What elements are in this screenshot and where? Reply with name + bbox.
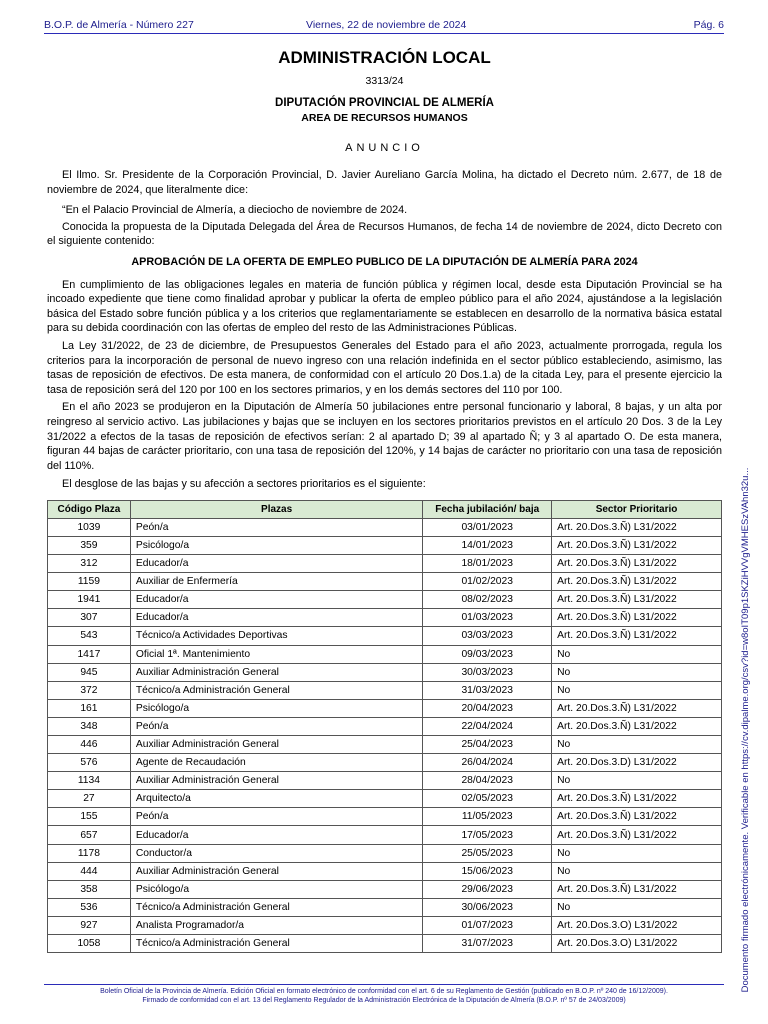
cell-sector: Art. 20.Dos.3.D) L31/2022 [552, 754, 722, 772]
cell-date: 17/05/2023 [423, 826, 552, 844]
cell-sector: No [552, 645, 722, 663]
cell-sector: Art. 20.Dos.3.Ñ) L31/2022 [552, 591, 722, 609]
column-header-sector: Sector Prioritario [552, 500, 722, 518]
cell-date: 08/02/2023 [423, 591, 552, 609]
cell-post: Agente de Recaudación [130, 754, 423, 772]
table-row [48, 736, 722, 754]
cell-sector: Art. 20.Dos.3.O) L31/2022 [552, 916, 722, 934]
cell-sector: No [552, 681, 722, 699]
column-header-code: Código Plaza [48, 500, 131, 518]
cell-code: 27 [48, 790, 131, 808]
retirements-table [47, 500, 722, 953]
intro-paragraph: El Ilmo. Sr. Presidente de la Corporación Provincial, D. Javier Aureliano García Molina, ha dictado el Decreto núm. 2.677, de 18 de noviembre de 2024, que literalmente dice: [47, 169, 722, 196]
cell-sector: Art. 20.Dos.3.Ñ) L31/2022 [552, 717, 722, 735]
cell-date: 01/03/2023 [423, 609, 552, 627]
page-footer [44, 987, 724, 1005]
cell-code: 1417 [48, 645, 131, 663]
cell-code: 1039 [48, 518, 131, 536]
cell-sector: Art. 20.Dos.3.Ñ) L31/2022 [552, 699, 722, 717]
cell-post: Educador/a [130, 591, 423, 609]
cell-date: 25/04/2023 [423, 736, 552, 754]
cell-post: Oficial 1ª. Mantenimiento [130, 645, 423, 663]
cell-code: 358 [48, 880, 131, 898]
cell-date: 22/04/2024 [423, 717, 552, 735]
table-row [48, 790, 722, 808]
cell-post: Peón/a [130, 518, 423, 536]
cell-date: 31/03/2023 [423, 681, 552, 699]
table-row [48, 573, 722, 591]
cell-sector: Art. 20.Dos.3.O) L31/2022 [552, 935, 722, 953]
cell-date: 25/05/2023 [423, 844, 552, 862]
cell-sector: No [552, 736, 722, 754]
page-header [44, 18, 724, 32]
cell-sector: Art. 20.Dos.3.Ñ) L31/2022 [552, 790, 722, 808]
cell-sector: Art. 20.Dos.3.Ñ) L31/2022 [552, 627, 722, 645]
cell-post: Técnico/a Administración General [130, 898, 423, 916]
cell-post: Técnico/a Administración General [130, 681, 423, 699]
cell-sector: No [552, 772, 722, 790]
cell-date: 31/07/2023 [423, 935, 552, 953]
cell-date: 02/05/2023 [423, 790, 552, 808]
section-title: ADMINISTRACIÓN LOCAL [278, 48, 491, 67]
decree-subtitle: APROBACIÓN DE LA OFERTA DE EMPLEO PUBLICO DE LA DIPUTACIÓN DE ALMERÍA PARA 2024 [131, 255, 638, 268]
cell-date: 09/03/2023 [423, 645, 552, 663]
cell-code: 359 [48, 536, 131, 554]
footer-line-1: Boletín Oficial de la Provincia de Almería. Edición Oficial en formato electrónico de conformidad con el art. 6 de su Reglamento de Gestión (publicado en B.O.P. nº 240 de 16/12/2009). [100, 988, 668, 995]
cell-code: 161 [48, 699, 131, 717]
table-row [48, 935, 722, 953]
header-divider [44, 33, 724, 34]
header-bulletin: B.O.P. de Almería - Número 227 [44, 19, 194, 31]
place-date-paragraph: “En el Palacio Provincial de Almería, a dieciocho de noviembre de 2024. [62, 204, 408, 217]
proposal-paragraph: Conocida la propuesta de la Diputada Delegada del Área de Recursos Humanos, de fecha 14 de noviembre de 2024, dicto Decreto con el siguiente contenido: [47, 220, 722, 248]
cell-date: 01/07/2023 [423, 916, 552, 934]
body-paragraph-4: El desglose de las bajas y su afección a sectores prioritarios es el siguiente: [62, 478, 426, 491]
column-header-date: Fecha jubilación/ baja [423, 500, 552, 518]
cell-code: 657 [48, 826, 131, 844]
table-row [48, 772, 722, 790]
table-row [48, 663, 722, 681]
cell-post: Auxiliar Administración General [130, 772, 423, 790]
cell-post: Analista Programador/a [130, 916, 423, 934]
cell-date: 11/05/2023 [423, 808, 552, 826]
organization-name: DIPUTACIÓN PROVINCIAL DE ALMERÍA [275, 97, 494, 109]
footer-line-2: Firmado de conformidad con el art. 13 del Reglamento Regulador de la Administración Electrónica de la Diputación de Almería (B.O.P. nº 57 de 24/03/2009) [142, 997, 626, 1004]
cell-post: Educador/a [130, 609, 423, 627]
cell-post: Educador/a [130, 555, 423, 573]
cell-post: Auxiliar Administración General [130, 663, 423, 681]
table-row [48, 681, 722, 699]
cell-code: 1178 [48, 844, 131, 862]
cell-sector: No [552, 862, 722, 880]
column-header-post: Plazas [130, 500, 423, 518]
cell-post: Técnico/a Actividades Deportivas [130, 627, 423, 645]
cell-date: 01/02/2023 [423, 573, 552, 591]
cell-post: Técnico/a Administración General [130, 935, 423, 953]
cell-date: 15/06/2023 [423, 862, 552, 880]
announcement-number: 3313/24 [365, 75, 404, 87]
body-paragraph-2: La Ley 31/2022, de 23 de diciembre, de Presupuestos Generales del Estado para el año 2023, actualmente prorrogada, regula los criterios para la incorporación de personal de nuevo ingreso con una relación indefinida en el sector público estableciendo, asimismo, las tasas de reposición de efectivos. De esta manera, de conformidad con el artículo 20 Dos.1.a) de la citada Ley, para el presente ejercicio la tasa de reposición será del 120 por 100 en los sectores primarios, y en los demás sectores del 110 por 100. [47, 339, 722, 396]
table-row [48, 898, 722, 916]
cell-post: Arquitecto/a [130, 790, 423, 808]
table-row [48, 844, 722, 862]
cell-code: 372 [48, 681, 131, 699]
cell-code: 536 [48, 898, 131, 916]
cell-sector: Art. 20.Dos.3.Ñ) L31/2022 [552, 536, 722, 554]
table-row [48, 555, 722, 573]
cell-post: Psicólogo/a [130, 880, 423, 898]
cell-post: Peón/a [130, 808, 423, 826]
cell-sector: No [552, 844, 722, 862]
cell-post: Auxiliar Administración General [130, 736, 423, 754]
cell-sector: Art. 20.Dos.3.Ñ) L31/2022 [552, 880, 722, 898]
table-body [48, 518, 722, 952]
table-row [48, 627, 722, 645]
table-row [48, 826, 722, 844]
cell-sector: Art. 20.Dos.3.Ñ) L31/2022 [552, 609, 722, 627]
body-paragraph-1: En cumplimiento de las obligaciones legales en materia de función pública y régimen local, desde esta Diputación Provincial se ha incoado expediente que tiene como finalidad aprobar y publicar la oferta de empleo público para el año 2024, ajustándose a la legislación básica del Estado sobre función pública y a los criterios que reglamentariamente se establecen en desarrollo de la normativa básica estatal para su debida coordinación con las ofertas de empleo del resto de las Administraciones Públicas. [47, 278, 722, 335]
cell-date: 30/03/2023 [423, 663, 552, 681]
cell-code: 348 [48, 717, 131, 735]
cell-date: 03/01/2023 [423, 518, 552, 536]
cell-sector: Art. 20.Dos.3.Ñ) L31/2022 [552, 555, 722, 573]
table-row [48, 916, 722, 934]
body-paragraph-3: En el año 2023 se produjeron en la Diputación de Almería 50 jubilaciones entre personal funcionario y laboral, 8 bajas, y un alta por reingreso al servicio activo. Las jubilaciones y bajas que se incluyen en los sectores prioritarios previstos en el artículo 20 Dos. 3 de la Ley 31/2022 a efectos de la tasas de reposición de efectivos serían: 2 al apartado D; 39 al apartado Ñ; y 3 al apartado O. De esta manera, figuran 44 bajas de carácter prioritario, con una tasa de reposición del 120%, y 14 bajas de carácter no prioritario con una tasa de reposición del 110%. [47, 401, 722, 472]
document-body [47, 44, 722, 953]
table-row [48, 536, 722, 554]
table-row [48, 717, 722, 735]
table-row [48, 591, 722, 609]
cell-code: 312 [48, 555, 131, 573]
table-row [48, 862, 722, 880]
table-row [48, 808, 722, 826]
cell-post: Psicólogo/a [130, 699, 423, 717]
cell-post: Peón/a [130, 717, 423, 735]
cell-date: 30/06/2023 [423, 898, 552, 916]
cell-date: 03/03/2023 [423, 627, 552, 645]
cell-code: 543 [48, 627, 131, 645]
notice-heading: ANUNCIO [345, 142, 424, 154]
cell-date: 14/01/2023 [423, 536, 552, 554]
cell-sector: Art. 20.Dos.3.Ñ) L31/2022 [552, 518, 722, 536]
table-row [48, 699, 722, 717]
cell-code: 927 [48, 916, 131, 934]
cell-sector: Art. 20.Dos.3.Ñ) L31/2022 [552, 808, 722, 826]
header-date: Viernes, 22 de noviembre de 2024 [306, 19, 467, 31]
cell-code: 307 [48, 609, 131, 627]
cell-code: 446 [48, 736, 131, 754]
cell-post: Psicólogo/a [130, 536, 423, 554]
cell-code: 1941 [48, 591, 131, 609]
cell-sector: No [552, 898, 722, 916]
cell-post: Auxiliar Administración General [130, 862, 423, 880]
cell-code: 1159 [48, 573, 131, 591]
cell-code: 576 [48, 754, 131, 772]
cell-code: 444 [48, 862, 131, 880]
table-header-row [48, 500, 722, 518]
cell-post: Conductor/a [130, 844, 423, 862]
cell-date: 26/04/2024 [423, 754, 552, 772]
cell-date: 28/04/2023 [423, 772, 552, 790]
table-row [48, 518, 722, 536]
department-name: AREA DE RECURSOS HUMANOS [301, 112, 468, 124]
cell-code: 1058 [48, 935, 131, 953]
cell-sector: No [552, 663, 722, 681]
cell-post: Educador/a [130, 826, 423, 844]
cell-date: 29/06/2023 [423, 880, 552, 898]
cell-sector: Art. 20.Dos.3.Ñ) L31/2022 [552, 826, 722, 844]
cell-date: 20/04/2023 [423, 699, 552, 717]
table-row [48, 645, 722, 663]
cell-code: 945 [48, 663, 131, 681]
cell-code: 155 [48, 808, 131, 826]
table-row [48, 609, 722, 627]
cell-post: Auxiliar de Enfermería [130, 573, 423, 591]
footer-divider [44, 984, 724, 985]
table-row [48, 880, 722, 898]
verification-note: Documento firmado electrónicamente. Verificable en https://cv.dipalme.org/csv?id=w8oIT09p1SKZiHVVgVMHESzVAhn32u... [740, 467, 751, 993]
cell-date: 18/01/2023 [423, 555, 552, 573]
header-page: Pág. 6 [693, 19, 724, 31]
cell-sector: Art. 20.Dos.3.Ñ) L31/2022 [552, 573, 722, 591]
table-row [48, 754, 722, 772]
cell-code: 1134 [48, 772, 131, 790]
